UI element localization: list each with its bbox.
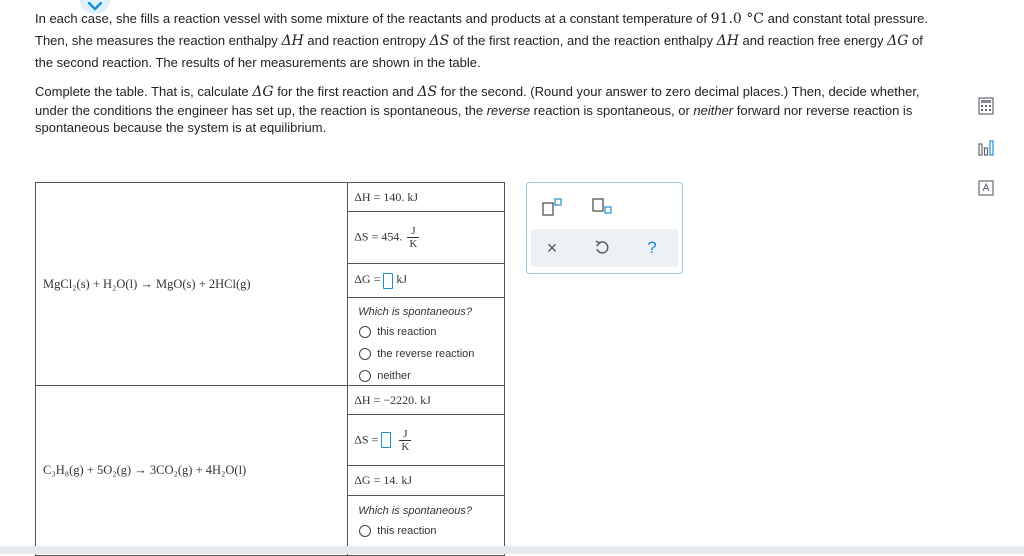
reaction-table	[35, 182, 505, 556]
unit-fraction: $\frac{J}{K}$	[409, 225, 418, 250]
reaction-2-equation: C₃H₈(g) + 5O₂(g) → 3CO₂(g) + 4H₂O(l)	[36, 386, 348, 556]
dg-answer-input[interactable]	[383, 273, 393, 289]
reaction-1-dg-cell: ΔG = kJ	[348, 264, 505, 298]
spontaneity-question: Which is spontaneous?	[358, 505, 472, 517]
clear-icon[interactable]: ×	[546, 237, 558, 258]
help-icon[interactable]: ?	[647, 238, 657, 257]
reaction-1-spontaneity	[348, 298, 505, 386]
intro-paragraph: In each case, she fills a reaction vessel with some mixture of the reactants and products at a constant temperature of 91.0 °C and constant total pressure. Then, she measures the reaction enthalpy ΔH and reaction entropy ΔS of the first reaction, and the reaction enthalpy ΔH and reaction free energy ΔG of the second reaction. The results of her measurements are shown in the table.	[35, 11, 929, 70]
radio-button[interactable]	[359, 326, 371, 338]
periodic-table-icon[interactable]	[976, 178, 996, 198]
reaction-2-dh-cell: ΔH = −2220. kJ	[348, 386, 505, 415]
bottom-bar	[0, 546, 1024, 554]
undo-icon[interactable]	[591, 237, 613, 259]
reaction-2-dg-cell: ΔG = 14. kJ	[348, 466, 505, 496]
answer-toolbox	[526, 182, 683, 274]
option-this-reaction[interactable]: this reaction	[359, 524, 504, 538]
radio-button[interactable]	[359, 525, 371, 537]
calculator-icon[interactable]	[976, 96, 996, 116]
ds-answer-input[interactable]	[381, 432, 391, 448]
instructions-paragraph: Complete the table. That is, calculate ΔG for the first reaction and ΔS for the second. (Round your answer to zero decimal places.) Then, decide whether, under the conditions the engineer has set up, the reaction is spontaneous, the reverse reaction is spontaneous, or neither forward nor reverse reaction is spontaneous because the system is at equilibrium.	[35, 84, 920, 135]
unit-fraction: $\frac{J}{K}$	[401, 427, 410, 453]
chart-icon[interactable]	[976, 138, 996, 158]
subscript-box-icon[interactable]	[589, 195, 615, 219]
option-this-reaction[interactable]: this reaction	[359, 325, 504, 339]
reaction-1-ds-cell: ΔS = 454. $\frac{J}{K}$	[348, 212, 505, 264]
reaction-1-dh-cell: ΔH = 140. kJ	[348, 183, 505, 212]
radio-button[interactable]	[359, 370, 371, 382]
reaction-2-ds-cell: ΔS = $\frac{J}{K}$	[348, 415, 505, 466]
radio-button[interactable]	[359, 348, 371, 360]
superscript-box-icon[interactable]	[539, 195, 565, 219]
reaction-1-equation: MgCl₂(s) + H₂O(l) → MgO(s) + 2HCl(g)	[36, 183, 348, 386]
option-reverse-reaction[interactable]: the reverse reaction	[359, 347, 504, 361]
spontaneity-question: Which is spontaneous?	[358, 306, 472, 318]
option-neither[interactable]: neither	[359, 369, 504, 383]
